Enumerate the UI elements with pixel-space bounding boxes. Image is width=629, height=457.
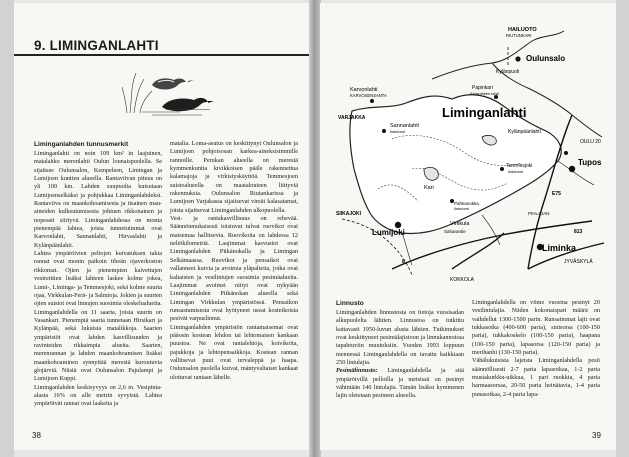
label-kari: Kari xyxy=(424,185,434,191)
label-liminka: Liminka xyxy=(542,243,577,253)
label-varjakka: VARJAKKA xyxy=(338,115,366,121)
paragraph: Liminganlahti on noin 109 km² in laajuinen, matalahko merenlahti Oulun lounaispuolella. Se sijaitsee Oulunsalon, Kempeleen, Limingan ja Lumijoen kuntien alueella. Rantaviivan pituus on yli 100 km. Lahden suupuolta kutsutaan Lumijoenselkäksi ja pohjukkaa Liminganlahdeksi. Rantaviiva on maankohoamisesta ja itsainen mau-aineiden kulkeutumisesta johtuen rikkonainen ja nopeasti siirtyvä. Liminganlahdessa on monta pienempää lahtea, joista tunnetuimmat ovat Karvonlahti, Sannanlahti, Hirvaslahti ja Kylänpäänlahti. xyxy=(34,150,162,249)
chapter-title: 9. LIMINGANLAHTI xyxy=(34,38,159,53)
paragraph: matalia. Loma-asutus on keskittynyt Oulunsalon ja Lumijoen pohjoisosan karkea-aineksisimmille rannoille. Perukan alueella on merestä kymmenkuntia kivikkoisen pääle rakennettua kalamajoja ja virkistyskäyttöä. Temmesjoen suistoalueella on maatalouteen liittyviä rakennuksia. Oulunsalon Riutankarissa ja Lumijoen Varjakassa sijaitsevat vireät kalasatamat, joista sijaitsevat Liminganlahden ulkopuolella. xyxy=(170,140,298,214)
paragraph: Vesi- ja rantakasvillisuus on rehevää. Säännönmukaisesti toistuvat tulvat ruovikot ovat maisemaa hallitsevia. Ruovikoita on lahdessa 12 neliökilometriä. Laajimmat kasvustot ovat Liminganlahden Pitkänokalla ja Limingan Selkämaassa. Ruovikot ja pensaikot ovat vallanneet kuivia ja avoimia yläpalteita, jotka ovat kaltaisten ja vesilintujen suosimia pesimäalueita. Laajimmat avoimet niityt ovat nykyään Liminganlahden Pitkänokan alueella sekä Limingan Virkkulan ympäristössä. Pensaikon runsastumisesta ovat hyötyneet useat kosteikoista pesivät varpuslinnut. xyxy=(170,215,298,323)
label-jyvaskyla: JYVÄSKYLÄ xyxy=(564,259,593,265)
label-siikajoki: SIIKAJOKI xyxy=(336,211,362,217)
title-rule xyxy=(14,54,310,56)
left-page xyxy=(14,3,310,450)
section-heading-linnusto: Linnusto xyxy=(336,300,364,307)
paragraph: Liminganlahdella on 11 saarta, joista suurin on Vasankari. Pienempiä saaria tunnetaan Hirsikari ja Kylänpää, sekä lukuisia matalikkoja. Saarien ympäristöt ovat lahden kasvillisuuden ja ravinteiden rikkaimpia alueita. Saarten, merenrannan ja lahden maankohoamisen lisäksi maankohoaminen synnyttää merestä kuroutuvia glojärviä. Niistä ovat Oulunsalon Pajulampi ja Lumijoen Kuppi. xyxy=(34,308,162,383)
paragraph: Liminganlahden linnustosta on tietoja vuosisadan alkupuolelta lähtien. Linnustoa on tutkittu kattavasti 1950-luvun alusta lähtien. Tutkimukset ovat keskittyneet pesimälajistoon ja linnukannoissa tapahtuviin muutoksiin. Vuoden 1993 loppuun mennessä Liminganlahdella on tavattu kaikkiaan 250 lintulajia. xyxy=(336,309,464,367)
label-pahkanokka-sub: lintutorni xyxy=(454,206,470,211)
text-column-4 xyxy=(472,299,600,399)
ducks-illustration xyxy=(122,65,214,117)
text-column-2 xyxy=(170,140,298,382)
label-karvonlahti-sub: KARVOSENSANTA xyxy=(350,93,387,98)
subheading-pesimalinnusto: Pesimälinnusto: xyxy=(336,367,378,375)
text-column-1 xyxy=(34,140,162,409)
label-road-813: 813 xyxy=(574,229,583,235)
label-road-8: 8 xyxy=(402,259,405,265)
book-edge-left xyxy=(0,0,14,457)
label-e75: E75 xyxy=(552,191,561,197)
label-papinkari-sub: Kempeleen lahti xyxy=(470,91,499,96)
label-virkkula: Virkkula xyxy=(450,221,470,227)
label-oulu: OULU 20 xyxy=(580,139,601,145)
label-kylanpaanlahti: Kylänpäänlahti xyxy=(508,129,541,135)
paragraph-pesimalinnusto xyxy=(336,367,464,400)
page-number-right: 39 xyxy=(592,431,601,440)
label-temmesjoki-sub: lintutorni xyxy=(508,169,524,174)
paragraph: Liminganlahdella on viime vuosina pesinyt 20 vesilintulajia. Niiden kokonaispari määrä on vaihdellut 1300-1500 parin. Runsaimmat lajit ovat tukkasotka (400-600 paria), sinisorsa (100-150 paria), tukkakoskelo (100-150 paria), haapana (100-150 paria), lapasorsa (120-150 paria) ja merihanhi (130-150 paria). xyxy=(472,299,600,357)
paragraph: Vähälukuisista lajeista Liminganlahdella pesii säännöllisesti 2-7 paria lapasotkaa, 1-2 paria mustakurkku-uikkua, 1 pari ruokkia, 4 paria harmaasorsaa, 20-50 paria heinätavia, 1-4 paria punasotkaa, 2-4 paria lapa- xyxy=(472,357,600,398)
label-sannanlahti: Sannanlahti xyxy=(390,123,420,129)
label-sannanlahti-sub: lintutorni xyxy=(390,129,406,134)
label-saharantie: Saharantie xyxy=(444,229,466,234)
page-number-left: 38 xyxy=(32,431,41,440)
label-kylanpuoli: Kylänpuoli xyxy=(496,69,520,75)
label-papinkari: Papinkari xyxy=(472,85,493,91)
label-tupos: Tupos xyxy=(578,158,602,167)
right-page xyxy=(320,3,616,450)
label-temmesjoki: Temmesjoki xyxy=(506,163,533,169)
paragraph: Liminganlahden ympäristön rantamaisemat ovat pääosin kostean lehdon tai lehtomaisen kankaan puustoa. Ne ovat rantalehtoja, koivikoita, pajukkoja ja lehtopensaikkoja. Kostean rannan vallitsevat puut ovat tervaleppä ja haapa. Oulunsalon puolella kuivat, mäntyvaltaiset kankaat ulottuvat rantaan lähelle. xyxy=(170,323,298,381)
paragraph: Liminganlahden keskisyvyys on 2,6 m. Vesipinta-alasta 16% on alle metrin syvyistä. Lahtea ympäröivät rannat ovat laakeita ja xyxy=(34,383,162,408)
map-title: Liminganlahti xyxy=(442,105,527,120)
label-hailuoto: HAILUOTO xyxy=(508,27,537,33)
label-pahkanokka: Pahkanokka xyxy=(454,201,479,206)
book-edge-right xyxy=(616,0,629,457)
label-pihlajan: PIHLAJAN xyxy=(528,211,550,216)
text-column-3 xyxy=(336,299,464,401)
section-heading: Liminganlahden tunnusmerkit xyxy=(34,141,129,148)
paragraph-text: Liminganlahdella ja sitä ympäröivillä pelloilla ja metsissä on pesinyt vähintään 140 lintulajia. Tämän lisäksi kymmenen lajin oletetaan pesineen alueella. xyxy=(336,367,465,400)
label-lumijoki: Lumijoki xyxy=(372,228,405,237)
label-kokkola: KOKKOLA xyxy=(450,277,474,283)
liminganlahti-map xyxy=(332,19,608,292)
label-oulunsalo: Oulunsalo xyxy=(526,54,566,63)
label-hailuoto-sub: RIUTUNKARI xyxy=(506,33,532,38)
paragraph: Lahtea ympäröivien peltojen kuivatuksen takia rannat ovat monin paikoin tiheän ojaverkoston rikkomat. Ojien ja pienempien kaivettujen vesireittien lisäksi lahteen laskee kolme jokea, Lumi-, Liminga- ja Temmesjoki, sekä kolme suurta ojaa, Virkkulan-Ferä- ja Salmioja. Jokien ja suurten ojien suistot ovat linnujen suosimia oleskelualueita. xyxy=(34,250,162,308)
label-karvonlahti: Karvonlahti xyxy=(350,87,378,93)
